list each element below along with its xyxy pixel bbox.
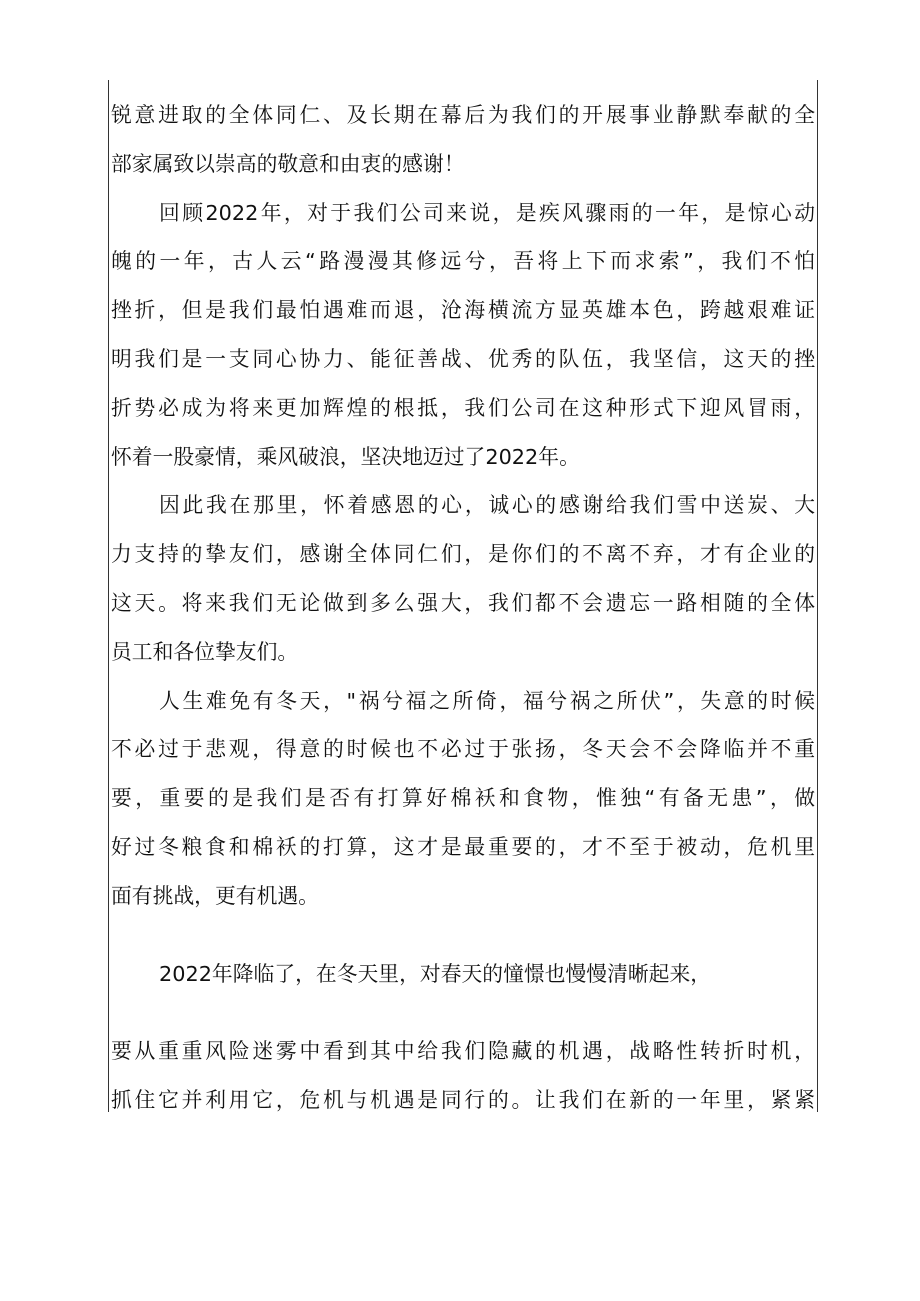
text-line: 力支持的挚友们，感谢全体同仁们，是你们的不离不弃，才有企业的 [111,542,815,567]
text-line: 员工和各位挚友们。 [111,639,299,664]
text-line: 明我们是一支同心协力、能征善战、优秀的队伍，我坚信，这天的挫 [111,346,815,371]
text-line: 部家属致以崇高的敬意和由衷的感谢！ [111,151,465,176]
text-line: 抓住它并利用它，危机与机遇是同行的。让我们在新的一年里，紧紧 [111,1088,815,1113]
text-line: 不必过于悲观，得意的时候也不必过于张扬，冬天会不会降临并不重 [111,737,815,762]
paragraph-gap [111,921,815,950]
paragraph-start-line: 回顾2022年，对于我们公司来说，是疾风骤雨的一年，是惊心动 [159,200,815,225]
text-line: 好过冬粮食和棉袄的打算，这才是最重要的，才不至于被动，危机里 [111,834,815,859]
text-line: 要，重要的是我们是否有打算好棉袄和食物，惟独“有备无患”，做 [111,786,815,811]
text-line: 面有挑战，更有机遇。 [111,883,319,908]
paragraph-start-line: 人生难免有冬天，"祸兮福之所倚，福兮祸之所伏”，失意的时候 [159,688,815,713]
text-line: 这天。将来我们无论做到多么强大，我们都不会遗忘一路相随的全体 [111,590,815,615]
right-border-line [817,80,818,1112]
document-body [111,91,815,1125]
text-line: 魄的一年，古人云“路漫漫其修远兮，吾将上下而求索”，我们不怕 [111,249,815,274]
text-line: 锐意进取的全体同仁、及长期在幕后为我们的开展事业静默奉献的全 [111,103,815,127]
text-line: 折势必成为将来更加辉煌的根抵，我们公司在这种形式下迎风冒雨， [111,395,815,420]
paragraph-start-line: 2022年降临了，在冬天里，对春天的憧憬也慢慢清晰起来， [159,961,712,986]
text-line: 要从重重风险迷雾中看到其中给我们隐藏的机遇，战略性转折时机， [111,1039,815,1064]
text-line: 怀着一股豪情，乘风破浪，坚决地迈过了2022年。 [111,444,580,469]
paragraph-start-line: 因此我在那里，怀着感恩的心，诚心的感谢给我们雪中送炭、大 [159,493,815,518]
text-line: 挫折，但是我们最怕遇难而退，沧海横流方显英雄本色，跨越艰难证 [111,298,815,323]
paragraph-gap [111,998,815,1027]
left-border-line [108,80,109,1112]
